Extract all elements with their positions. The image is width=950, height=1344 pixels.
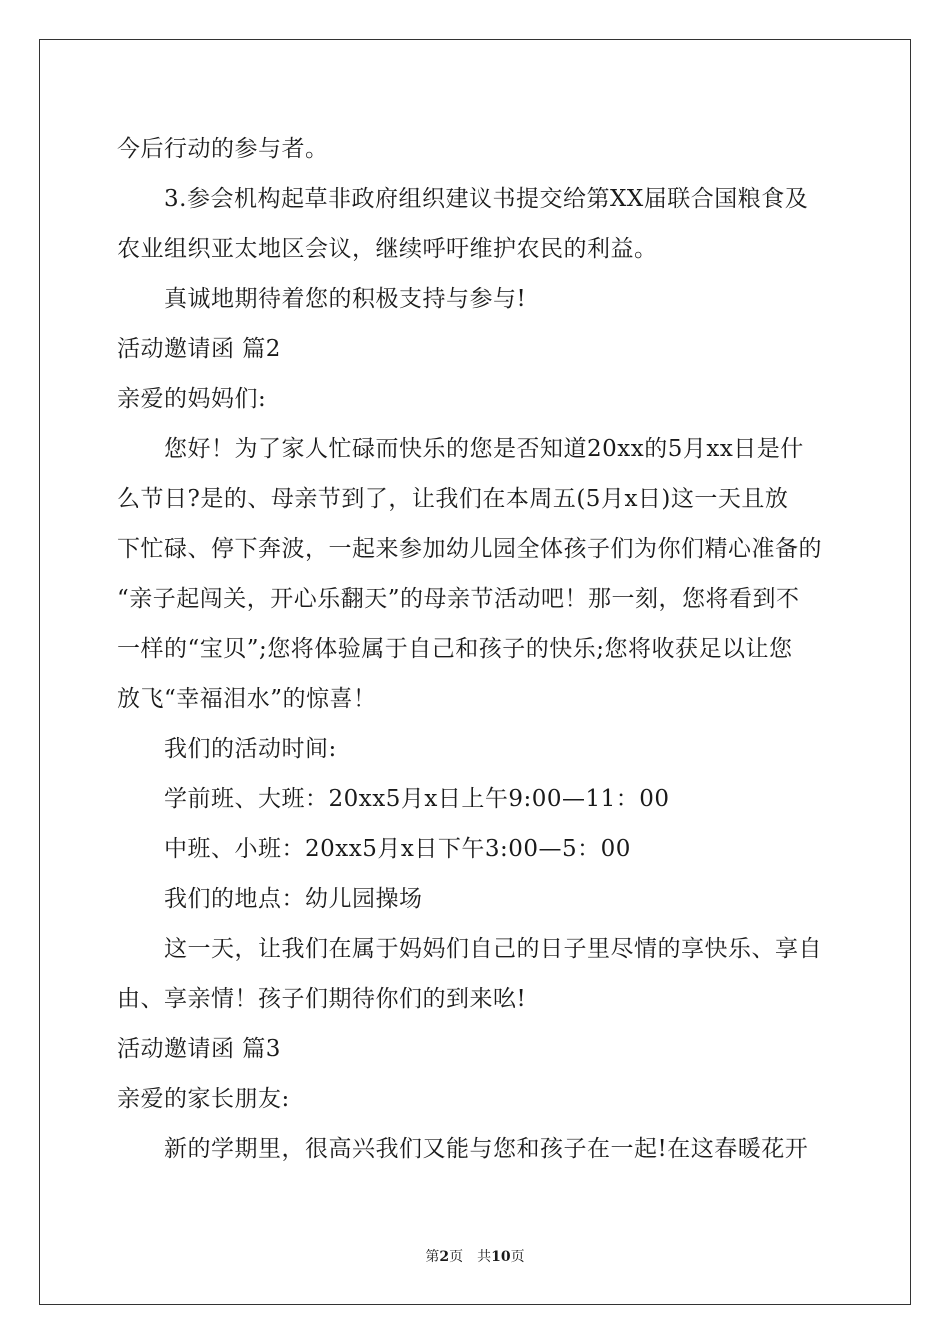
paragraph-line: 真诚地期待着您的积极支持与参与! (164, 286, 527, 312)
footer-prefix: 第 (425, 1249, 440, 1265)
paragraph-line: 这一天，让我们在属于妈妈们自己的日子里尽情的享快乐、享自 (164, 936, 822, 962)
paragraph-line: 由、享亲情！孩子们期待你们的到来吆! (117, 986, 527, 1012)
paragraph-line: 我们的地点：幼儿园操场 (164, 886, 423, 912)
section-heading: 活动邀请函 篇2 (117, 336, 281, 362)
footer-page-number: 2 (439, 1249, 450, 1265)
paragraph-line: 下忙碌、停下奔波，一起来参加幼儿园全体孩子们为你们精心准备的 (117, 536, 822, 562)
paragraph-line: 3.参会机构起草非政府组织建议书提交给第XX届联合国粮食及 (164, 186, 809, 212)
footer-mid: 页 共 (449, 1249, 492, 1265)
paragraph-line: “亲子起闯关，开心乐翻天”的母亲节活动吧！那一刻，您将看到不 (117, 586, 800, 612)
page-border (39, 39, 911, 1305)
salutation: 亲爱的妈妈们: (117, 386, 267, 412)
page-footer (0, 1248, 950, 1266)
paragraph-line: 我们的活动时间: (164, 736, 337, 762)
salutation: 亲爱的家长朋友: (117, 1086, 290, 1112)
paragraph-line: 放飞“幸福泪水”的惊喜！ (117, 686, 377, 712)
paragraph-line: 么节日?是的、母亲节到了，让我们在本周五(5月x日)这一天且放 (117, 486, 789, 512)
footer-suffix: 页 (510, 1249, 525, 1265)
paragraph-line: 学前班、大班：20xx5月x日上午9:00—11：00 (164, 786, 670, 812)
paragraph-line: 您好！为了家人忙碌而快乐的您是否知道20xx的5月xx日是什 (164, 436, 804, 462)
paragraph-line: 今后行动的参与者。 (117, 136, 329, 162)
footer-total-pages: 10 (491, 1249, 511, 1265)
paragraph-line: 新的学期里，很高兴我们又能与您和孩子在一起!在这春暖花开 (164, 1136, 809, 1162)
section-heading: 活动邀请函 篇3 (117, 1036, 281, 1062)
paragraph-line: 中班、小班：20xx5月x日下午3:00—5：00 (164, 836, 631, 862)
paragraph-line: 一样的“宝贝”;您将体验属于自己和孩子的快乐;您将收获足以让您 (117, 636, 793, 662)
paragraph-line: 农业组织亚太地区会议，继续呼吁维护农民的利益。 (117, 236, 658, 262)
